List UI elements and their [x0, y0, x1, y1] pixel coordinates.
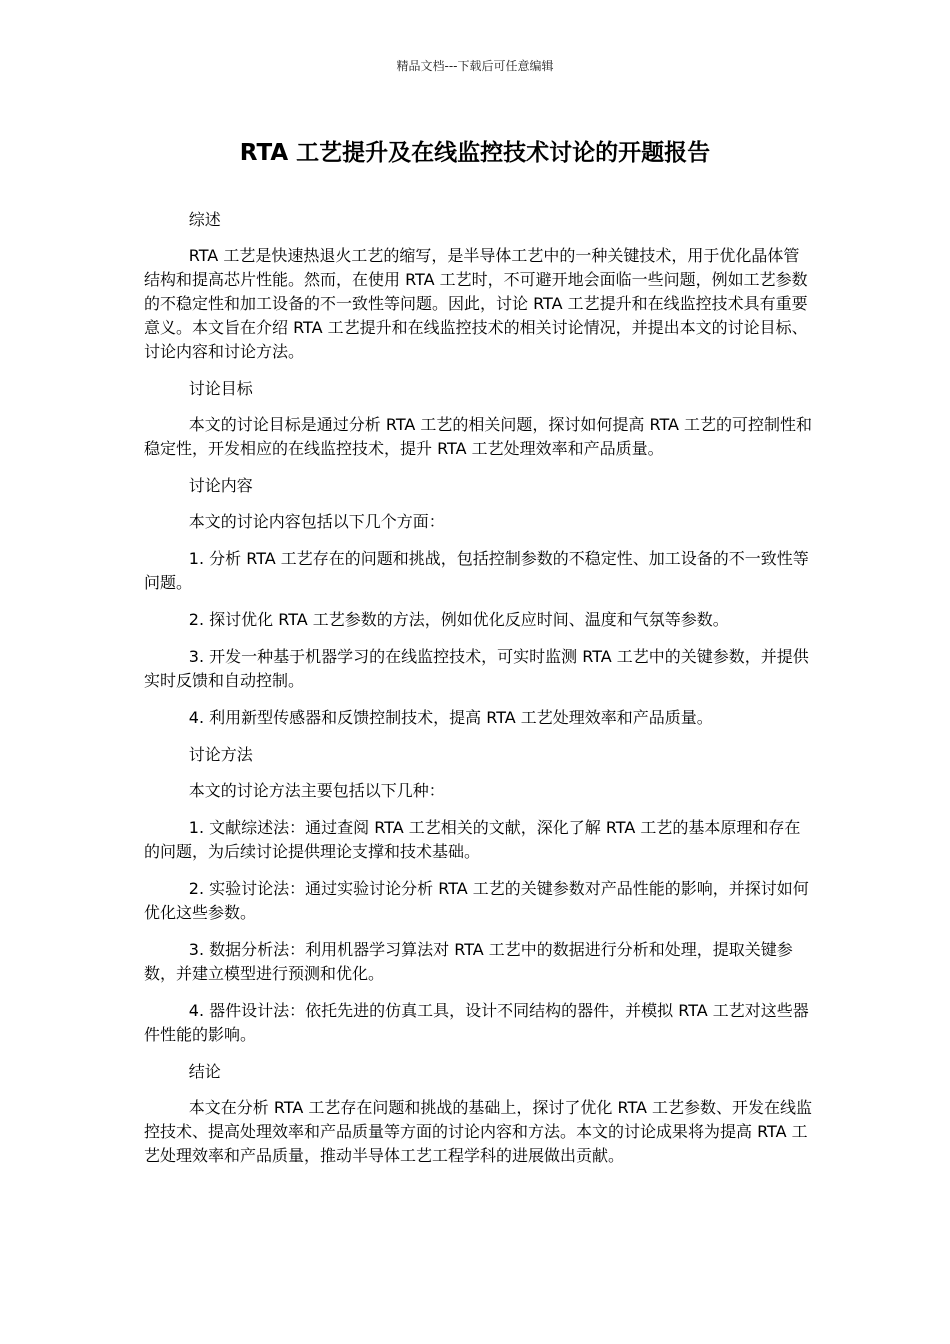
list-item-content-1: 1. 分析 RTA 工艺存在的问题和挑战，包括控制参数的不稳定性、加工设备的不一致性等问题。: [144, 549, 809, 592]
section-heading-goal: 讨论目标: [188, 379, 253, 398]
list-item-method-1: 1. 文献综述法：通过查阅 RTA 工艺相关的文献，深化了解 RTA 工艺的基本原理和存在的问题，为后续讨论提供理论支撑和技术基础。: [144, 818, 801, 861]
list-item-method-4: 4. 器件设计法：依托先进的仿真工具，设计不同结构的器件，并模拟 RTA 工艺对这些器件性能的影响。: [144, 1001, 809, 1044]
section-heading-conclusion: 结论: [188, 1062, 221, 1081]
list-item-content-2: 2. 探讨优化 RTA 工艺参数的方法，例如优化反应时间、温度和气氛等参数。: [188, 610, 729, 629]
list-item-method-2: 2. 实验讨论法：通过实验讨论分析 RTA 工艺的关键参数对产品性能的影响，并探讨如何优化这些参数。: [144, 879, 809, 922]
paragraph-goal: 本文的讨论目标是通过分析 RTA 工艺的相关问题，探讨如何提高 RTA 工艺的可控制性和稳定性，开发相应的在线监控技术，提升 RTA 工艺处理效率和产品质量。: [144, 415, 813, 458]
list-item-content-4: 4. 利用新型传感器和反馈控制技术，提高 RTA 工艺处理效率和产品质量。: [188, 708, 713, 727]
page-header: 精品文档---下载后可任意编辑: [396, 59, 554, 73]
list-item-content-3: 3. 开发一种基于机器学习的在线监控技术，可实时监测 RTA 工艺中的关键参数，并提供实时反馈和自动控制。: [144, 647, 809, 690]
paragraph-method-intro: 本文的讨论方法主要包括以下几种：: [188, 781, 445, 800]
paragraph-conclusion: 本文在分析 RTA 工艺存在问题和挑战的基础上，探讨了优化 RTA 工艺参数、开发在线监控技术、提高处理效率和产品质量等方面的讨论内容和方法。本文的讨论成果将为提高 RTA 工艺处理效率和产品质量，推动半导体工艺工程学科的进展做出贡献。: [144, 1098, 813, 1165]
section-heading-content: 讨论内容: [188, 476, 253, 495]
paragraph-content-intro: 本文的讨论内容包括以下几个方面：: [188, 512, 445, 531]
list-item-method-3: 3. 数据分析法：利用机器学习算法对 RTA 工艺中的数据进行分析和处理，提取关键参数，并建立模型进行预测和优化。: [144, 940, 793, 983]
section-heading-overview: 综述: [188, 210, 221, 229]
document-body: [144, 208, 812, 1181]
document-title: RTA 工艺提升及在线监控技术讨论的开题报告: [239, 140, 711, 166]
paragraph-overview: RTA 工艺是快速热退火工艺的缩写，是半导体工艺中的一种关键技术，用于优化晶体管结构和提高芯片性能。然而，在使用 RTA 工艺时，不可避开地会面临一些问题，例如工艺参数的不稳定性和加工设备的不一致性等问题。因此，讨论 RTA 工艺提升和在线监控技术具有重要意义。本文旨在介绍 RTA 工艺提升和在线监控技术的相关讨论情况，并提出本文的讨论目标、讨论内容和讨论方法。: [144, 246, 808, 361]
section-heading-method: 讨论方法: [188, 745, 253, 764]
